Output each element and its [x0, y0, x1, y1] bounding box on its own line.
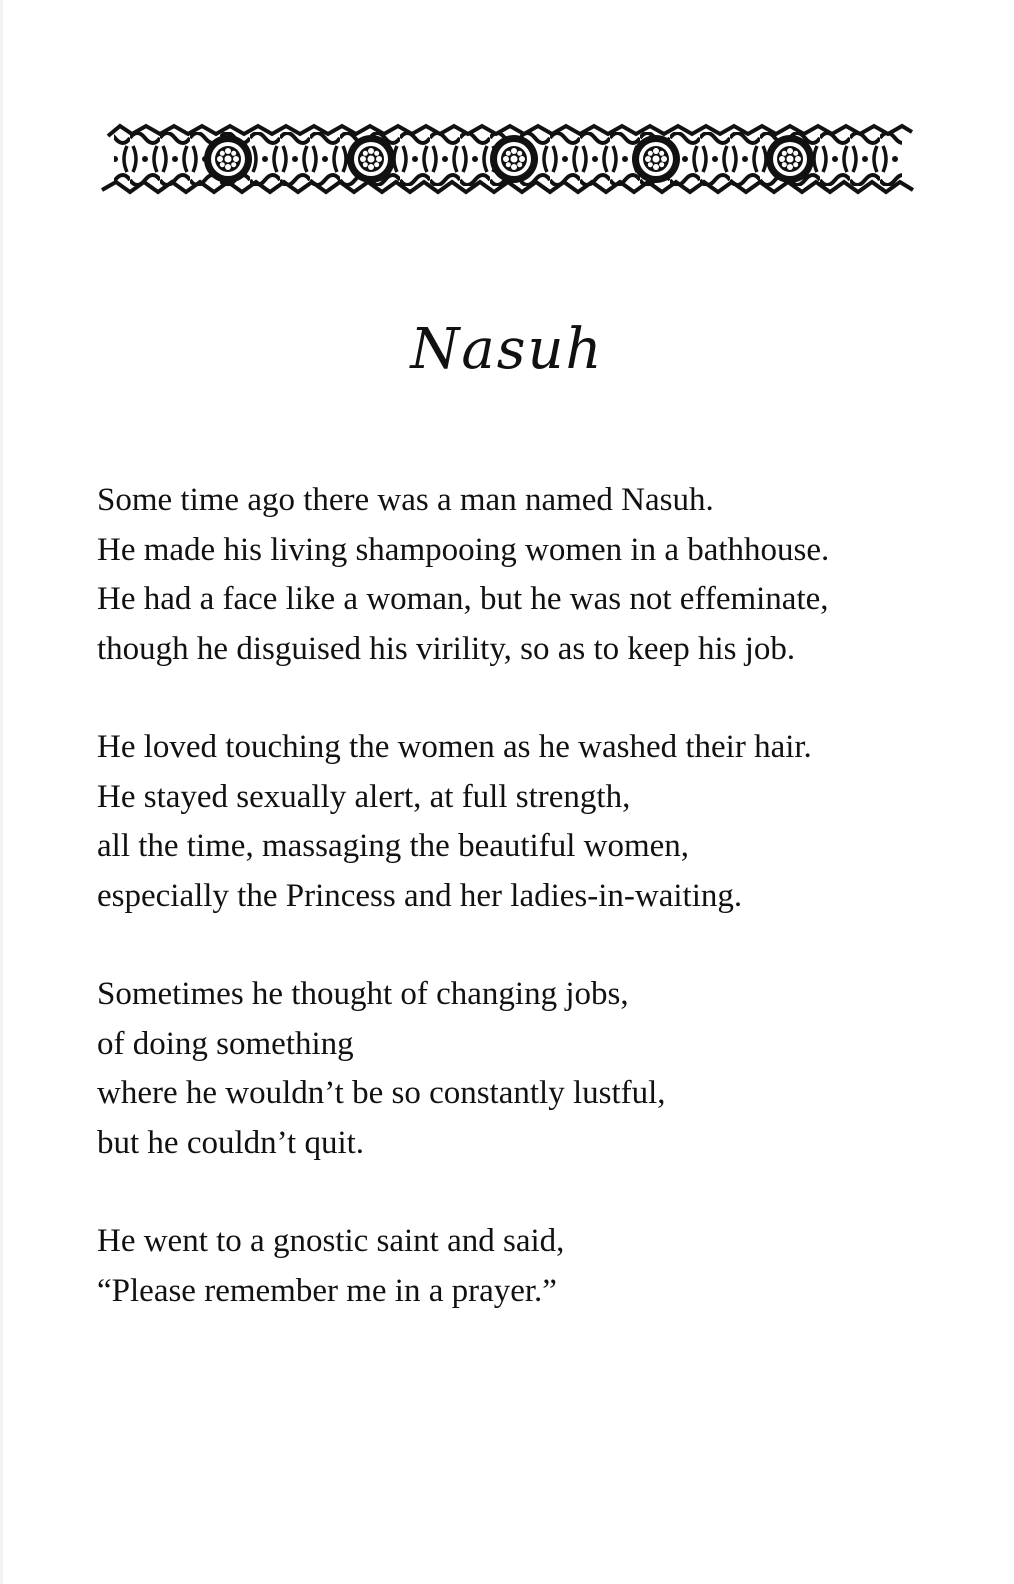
stanza: [97, 476, 917, 674]
poem-line: but he couldn’t quit.: [97, 1124, 365, 1161]
stanza: [97, 723, 917, 921]
poem-line: where he wouldn’t be so constantly lustful,: [97, 1075, 666, 1111]
poem-line: “Please remember me in a prayer.”: [97, 1272, 557, 1309]
poem-line: He stayed sexually alert, at full strength,: [97, 778, 631, 815]
poem-line: He went to a gnostic saint and said,: [97, 1223, 565, 1259]
poem-title: Nasuh: [410, 317, 604, 382]
poem-line: He loved touching the women as he washed their hair.: [97, 729, 812, 765]
floral-border-ornament-icon: [100, 122, 915, 196]
poem-line: Sometimes he thought of changing jobs,: [97, 976, 629, 1012]
stanza: [97, 970, 917, 1168]
poem-line: He made his living shampooing women in a bathhouse.: [97, 531, 830, 568]
poem-line: of doing something: [97, 1025, 354, 1062]
stanza: [97, 1217, 917, 1316]
page-edge: [0, 0, 3, 1584]
poem-line: especially the Princess and her ladies-in-waiting.: [97, 877, 743, 914]
poem-line: He had a face like a woman, but he was not effeminate,: [97, 581, 829, 617]
poem-line: all the time, massaging the beautiful women,: [97, 828, 690, 864]
poem-body: [97, 476, 917, 1365]
poem-line: though he disguised his virility, so as to keep his job.: [97, 630, 796, 667]
poem-line: Some time ago there was a man named Nasuh.: [97, 482, 714, 518]
